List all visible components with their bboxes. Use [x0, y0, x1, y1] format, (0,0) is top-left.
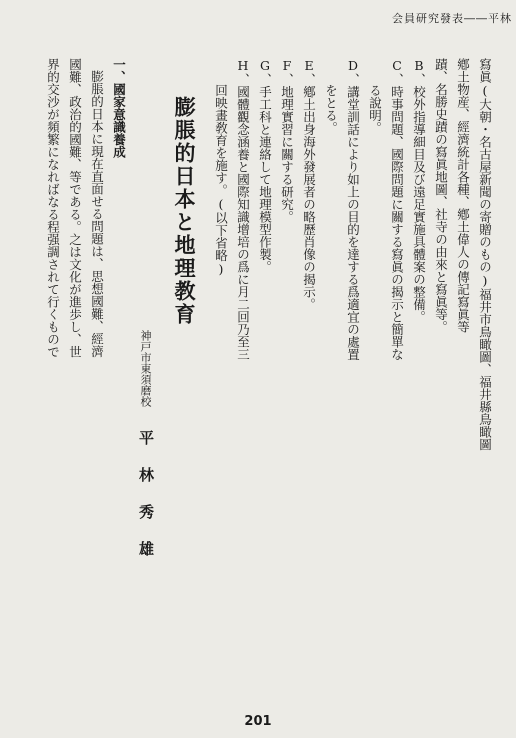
author-affiliation: 神戸市東須磨校 — [139, 330, 152, 407]
section-heading: 一、國家意識養成 — [111, 58, 127, 158]
text-column: 蹟、名勝史蹟の寫眞地圖、社寺の由來と寫眞等。 — [433, 58, 449, 333]
text-column: 寫眞(大朝・名古屋新聞の寄贈のもの)福井市鳥瞰圖、福井縣鳥瞰圖 — [477, 58, 493, 451]
text-column: C、時事問題、國際問題に關する寫眞の揭示と簡單な — [389, 58, 405, 361]
text-column: H、國體觀念涵養と國際知識增培の爲に月二回乃至三 — [235, 58, 251, 361]
page-number: 201 — [244, 714, 272, 729]
text-column: 鄕土物産、經濟統計各種、鄕土偉人の傳記寫眞等 — [455, 58, 471, 333]
text-column: F、地理實習に關する研究。 — [279, 58, 295, 223]
text-column: G、手工科と連絡して地理模型作製。 — [257, 58, 273, 273]
text-column: B、校外指導細目及び遠足實施具體案の整備。 — [411, 58, 427, 323]
article-title: 膨脹的日本と地理教育 — [172, 96, 197, 326]
author-name: 平 林 秀 雄 — [137, 430, 155, 558]
text-column: 國難、政治的國難、等である。之は文化が進歩し、世 — [67, 58, 83, 358]
text-column: D、講堂訓話により如上の目的を達する爲適宜の處置 — [345, 58, 361, 361]
text-column: E、鄕土出身海外發展者の略歷肖像の揭示。 — [301, 58, 317, 311]
text-column: る說明。 — [367, 84, 383, 134]
text-column: 界的交沙が頻繁になればなる程强調されて行くもので — [45, 58, 61, 358]
running-header: 会員研究發表――平林 — [392, 12, 512, 25]
text-column: 回映畫敎育を施す。(以下省略) — [213, 84, 229, 277]
text-column: 膨脹的日本に現在直面せる問題は、思想國難、經濟 — [89, 70, 105, 358]
text-column: をとる。 — [323, 84, 339, 134]
